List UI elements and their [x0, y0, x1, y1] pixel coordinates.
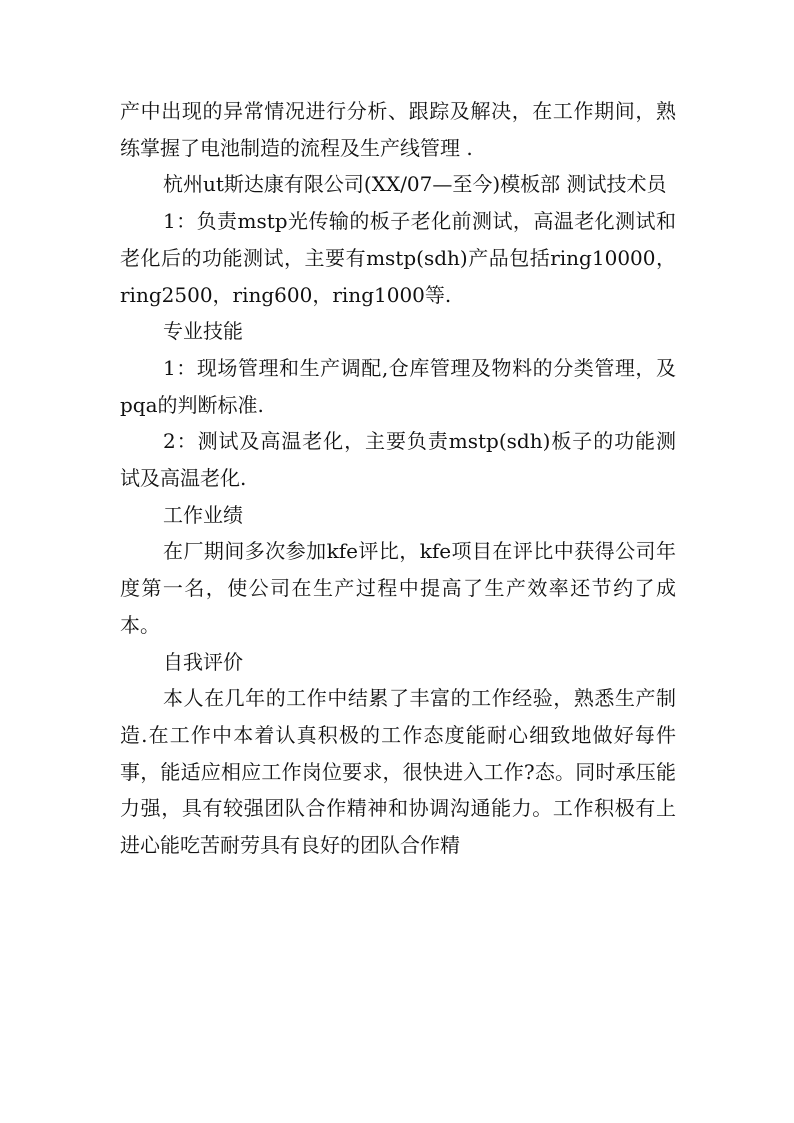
paragraph-achievement: 在厂期间多次参加kfe评比，kfe项目在评比中获得公司年度第一名，使公司在生产过程中提高了生产效率还节约了成本。: [120, 539, 676, 637]
heading-self-evaluation: 自我评价: [163, 649, 243, 674]
paragraph-job-title: 杭州ut斯达康有限公司(XX/07—至今)模板部 测试技术员: [163, 172, 667, 197]
heading-achievements: 工作业绩: [163, 502, 243, 527]
paragraph-skill-2: 2：测试及高温老化，主要负责mstp(sdh)板子的功能测试及高温老化.: [120, 429, 676, 491]
heading-skills: 专业技能: [163, 319, 243, 344]
paragraph-skill-1: 1：现场管理和生产调配,仓库管理及物料的分类管理，及pqa的判断标准.: [120, 355, 676, 417]
paragraph-continuation: 产中出现的异常情况进行分析、跟踪及解决，在工作期间，熟练掌握了电池制造的流程及生产线管理 .: [120, 99, 676, 160]
document-body: [120, 93, 676, 864]
paragraph-self-evaluation: 本人在几年的工作中结累了丰富的工作经验，熟悉生产制造.在工作中本着认真积极的工作态度能耐心细致地做好每件事，能适应相应工作岗位要求，很快进入工作?态。同时承压能力强，具有较强团队合作精神和协调沟通能力。工作积极有上进心能吃苦耐劳具有良好的团队合作精: [120, 686, 676, 858]
paragraph-duty-1: 1：负责mstp光传输的板子老化前测试，高温老化测试和老化后的功能测试，主要有mstp(sdh)产品包括ring10000，ring2500，ring600，ring1000等.: [120, 209, 676, 307]
